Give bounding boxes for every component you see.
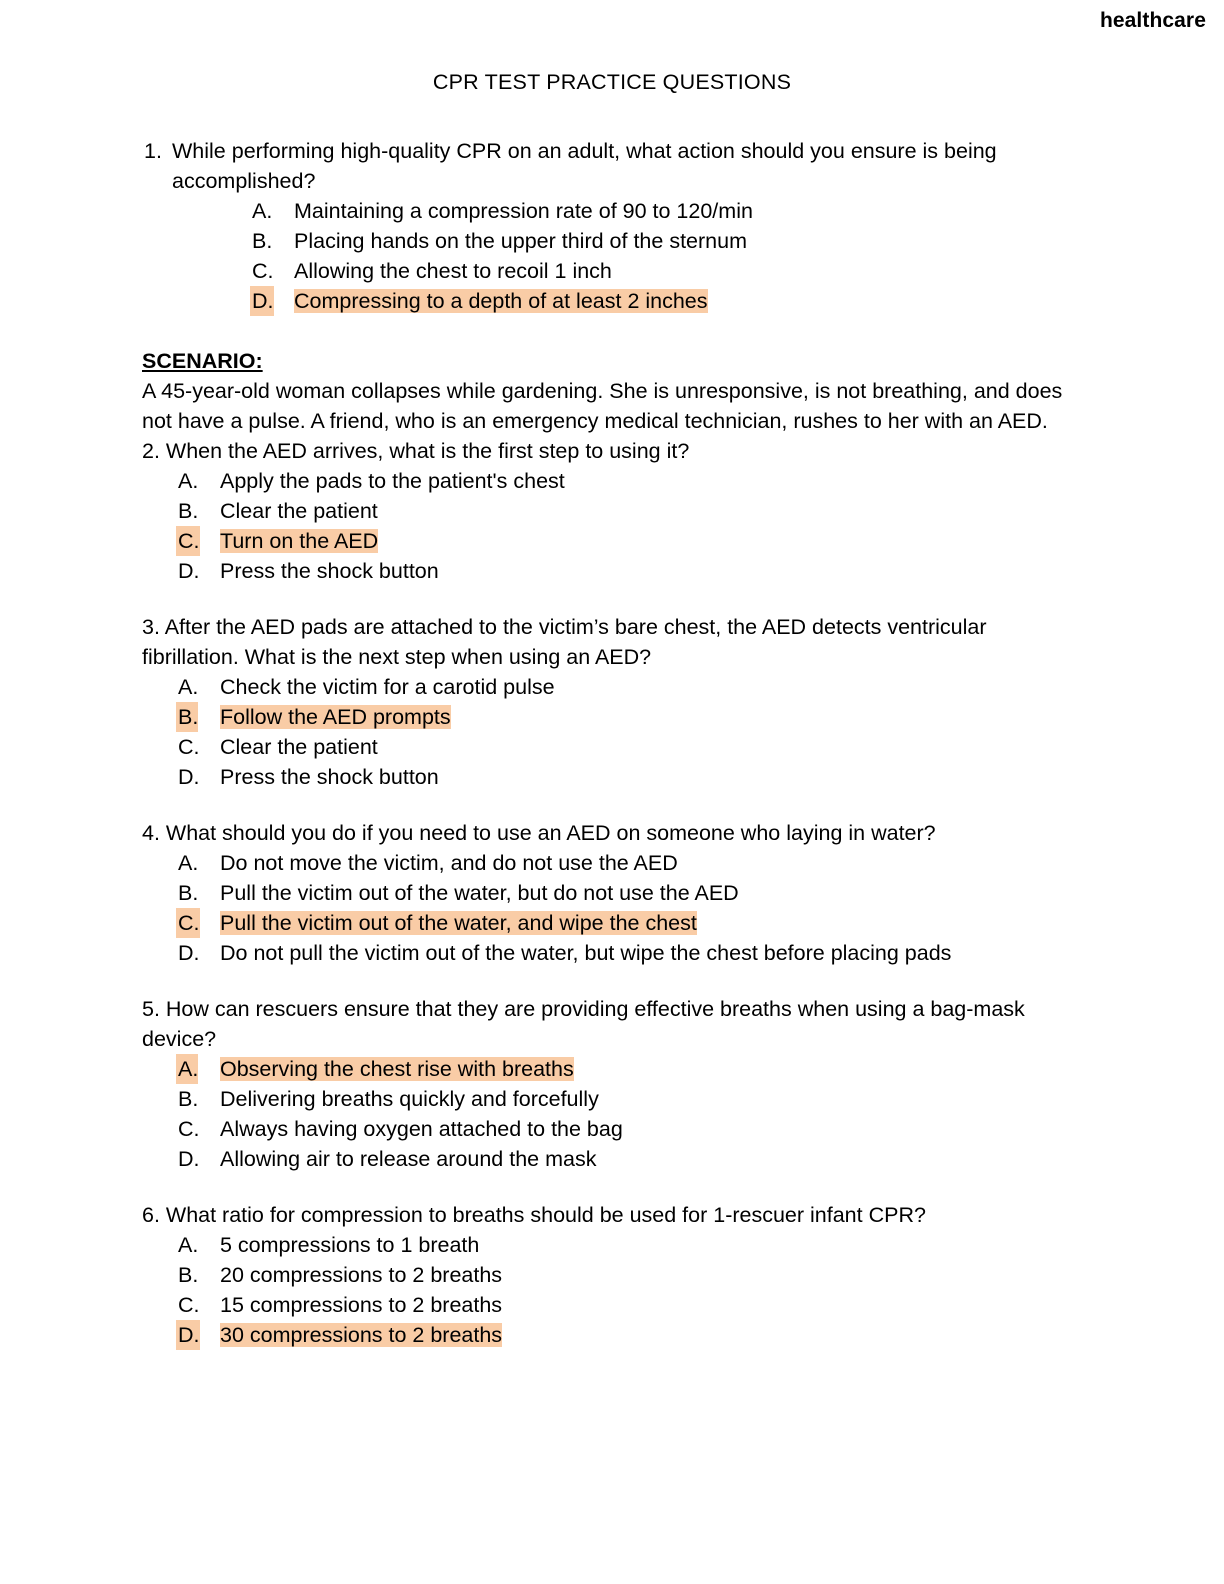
option-5b[interactable] [178, 1084, 1082, 1114]
question-1-block [142, 136, 1052, 196]
option-text: 15 compressions to 2 breaths [220, 1293, 503, 1317]
option-text: Always having oxygen attached to the bag [220, 1117, 623, 1141]
spacer [142, 586, 1082, 612]
option-1b[interactable] [252, 226, 1082, 256]
option-3c[interactable] [178, 732, 1082, 762]
option-letter: C. [176, 526, 200, 556]
option-text: Turn on the AED [220, 529, 379, 553]
question-3-options [178, 672, 1082, 792]
question-2-options [178, 466, 1082, 586]
option-text: Observing the chest rise with breaths [220, 1057, 574, 1081]
option-letter: B. [252, 229, 273, 253]
option-letter: C. [178, 1293, 200, 1317]
spacer [142, 792, 1082, 818]
option-6a[interactable] [178, 1230, 1082, 1260]
option-letter: D. [250, 286, 274, 316]
option-text: Apply the pads to the patient's chest [220, 469, 565, 493]
option-letter: B. [178, 1263, 199, 1287]
option-letter: B. [178, 1087, 199, 1111]
question-5-text: 5. How can rescuers ensure that they are providing effective breaths when using a bag-mask device? [142, 997, 1025, 1051]
document-body [142, 136, 1082, 1350]
option-letter: A. [178, 469, 199, 493]
option-letter: C. [176, 908, 200, 938]
spacer [142, 316, 1082, 346]
option-text: 20 compressions to 2 breaths [220, 1263, 503, 1287]
option-text: Check the victim for a carotid pulse [220, 675, 555, 699]
option-text: Placing hands on the upper third of the sternum [294, 229, 747, 253]
spacer [142, 968, 1082, 994]
option-6c[interactable] [178, 1290, 1082, 1320]
option-letter: A. [178, 1233, 199, 1257]
option-letter: B. [178, 881, 199, 905]
question-1-text: While performing high-quality CPR on an adult, what action should you ensure is being accomplished? [172, 139, 997, 193]
option-letter: C. [178, 1117, 200, 1141]
option-letter: C. [178, 735, 200, 759]
option-3d[interactable] [178, 762, 1082, 792]
option-4a[interactable] [178, 848, 1082, 878]
option-letter: A. [176, 1054, 198, 1084]
option-text: Do not move the victim, and do not use the AED [220, 851, 678, 875]
option-3a[interactable] [178, 672, 1082, 702]
option-text: Allowing the chest to recoil 1 inch [294, 259, 612, 283]
option-letter: D. [176, 1320, 200, 1350]
scenario-heading: SCENARIO: [142, 349, 263, 373]
option-4b[interactable] [178, 878, 1082, 908]
option-text: Pull the victim out of the water, but do not use the AED [220, 881, 739, 905]
option-text: 30 compressions to 2 breaths [220, 1323, 503, 1347]
option-letter: B. [176, 702, 198, 732]
question-3-text: 3. After the AED pads are attached to the victim’s bare chest, the AED detects ventricular fibrillation. What is the next step when using an AED? [142, 615, 987, 669]
question-5-options [178, 1054, 1082, 1174]
option-text: Do not pull the victim out of the water, but wipe the chest before placing pads [220, 941, 952, 965]
option-5c[interactable] [178, 1114, 1082, 1144]
option-text: Maintaining a compression rate of 90 to 120/min [294, 199, 753, 223]
question-4-options [178, 848, 1082, 968]
option-letter: D. [178, 559, 200, 583]
option-2b[interactable] [178, 496, 1082, 526]
option-text: Delivering breaths quickly and forcefully [220, 1087, 599, 1111]
question-4-text: 4. What should you do if you need to use an AED on someone who laying in water? [142, 821, 936, 845]
question-6-options [178, 1230, 1082, 1350]
option-6b[interactable] [178, 1260, 1082, 1290]
option-text: Press the shock button [220, 559, 439, 583]
option-4c[interactable] [178, 908, 1082, 938]
option-5a[interactable] [178, 1054, 1082, 1084]
option-text: Pull the victim out of the water, and wipe the chest [220, 911, 697, 935]
option-4d[interactable] [178, 938, 1082, 968]
option-letter: A. [178, 851, 199, 875]
question-1-number: 1. [144, 139, 162, 163]
page-title: CPR TEST PRACTICE QUESTIONS [432, 70, 792, 94]
option-text: Press the shock button [220, 765, 439, 789]
option-text: Follow the AED prompts [220, 705, 451, 729]
option-text: Allowing air to release around the mask [220, 1147, 597, 1171]
scenario-text: A 45-year-old woman collapses while gardening. She is unresponsive, is not breathing, and does not have a pulse. A friend, who is an emergency medical technician, rushes to her with an AED. [142, 379, 1063, 433]
option-5d[interactable] [178, 1144, 1082, 1174]
option-1a[interactable] [252, 196, 1082, 226]
option-2a[interactable] [178, 466, 1082, 496]
option-letter: D. [178, 1147, 200, 1171]
spacer [142, 1174, 1082, 1200]
option-letter: D. [178, 941, 200, 965]
question-2-text: 2. When the AED arrives, what is the first step to using it? [142, 439, 690, 463]
question-1-options [252, 196, 1082, 316]
running-header-healthcare: healthcare [1099, 9, 1206, 32]
question-6-text: 6. What ratio for compression to breaths should be used for 1-rescuer infant CPR? [142, 1203, 926, 1227]
option-letter: D. [178, 765, 200, 789]
option-text: Clear the patient [220, 735, 378, 759]
option-letter: B. [178, 499, 199, 523]
option-6d[interactable] [178, 1320, 1082, 1350]
option-letter: A. [252, 199, 273, 223]
option-2c[interactable] [178, 526, 1082, 556]
option-letter: A. [178, 675, 199, 699]
option-letter: C. [252, 259, 274, 283]
option-text: Compressing to a depth of at least 2 inches [294, 289, 708, 313]
option-1d[interactable] [252, 286, 1082, 316]
option-3b[interactable] [178, 702, 1082, 732]
option-text: Clear the patient [220, 499, 378, 523]
option-1c[interactable] [252, 256, 1082, 286]
option-2d[interactable] [178, 556, 1082, 586]
option-text: 5 compressions to 1 breath [220, 1233, 480, 1257]
